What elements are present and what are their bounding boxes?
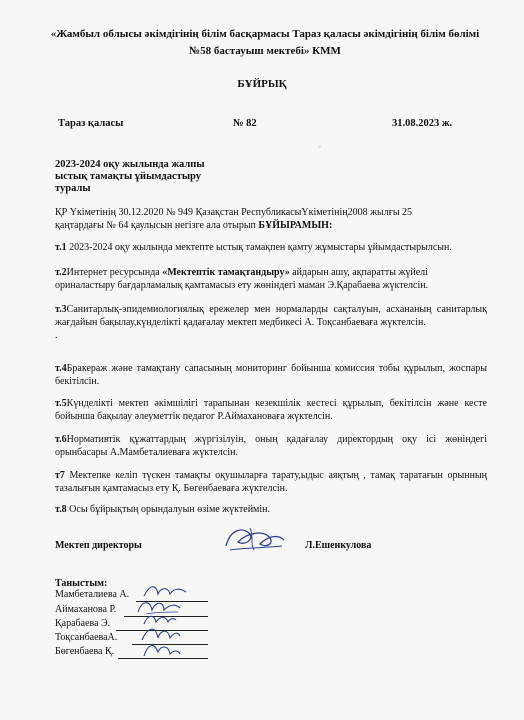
item-8 (55, 503, 487, 516)
preamble-line-1: ҚР Үкіметінің 30.12.2020 № 949 Қазақстан РеспубликасыҮкіметінің2008 жылғы 25 (55, 207, 413, 218)
item-number: т.1 (55, 242, 67, 253)
document-header (40, 26, 490, 60)
item-text: Осы бұйрықтың орындалуын өзіме жүктеймін. (66, 504, 271, 515)
item-2 (55, 266, 487, 292)
item-1 (55, 241, 487, 254)
preamble-emphasis: БҰЙЫРАМЫН: (258, 220, 333, 231)
topic-line-3: туралы (55, 183, 91, 194)
order-topic (55, 159, 225, 195)
director-title: Мектеп директоры (55, 540, 142, 551)
item-number: т.8 (55, 504, 67, 515)
item-number: т7 (55, 470, 65, 481)
city: Тараз қаласы (58, 118, 124, 129)
item-number: т.5 (55, 398, 67, 409)
item-text: Мектепке келіп түскен тамақты оқушыларға тарату,ыдыс аяқтың , тамақ таратағын орынның тазалығын қамтамасыз ету Қ. Бөгенбаеваға жүктелсін. (55, 470, 487, 494)
item-number: т.2 (55, 267, 67, 278)
item-text: Интернет ресурсында (66, 267, 163, 278)
director-name: Л.Ешенкулова (305, 540, 372, 551)
item-text: Санитарлық-эпидемиологиялық ережелер мен нормаларды сақталуын, асхананың санитарлық жағдайын бақылау,күнделікті қадағалау мектеп медбикесі А. Тоқсанбаеваға жүктелсін. (55, 304, 487, 328)
header-line-1: «Жамбыл облысы әкімдігінің білім басқармасы Тараз қаласы әкімдігінің білім бөлімі (50, 28, 480, 40)
ack-name-1: Мамбеталиева А. (55, 589, 130, 600)
order-number: № 82 (233, 118, 257, 129)
item-text: Күнделікті мектеп әкімшілігі тарапынан кезекшілік кестесі құрылып, бекітілсін және кесте бойынша бақылау әлеуметтік педагог Р.Аймахановаға жүктелсін. (55, 398, 487, 422)
ack-signature-5 (140, 640, 184, 662)
stray-mark: ◦ (318, 142, 321, 151)
order-date: 31.08.2023 ж. (392, 118, 453, 129)
acknowledged-title: Танысты​м: (55, 578, 108, 589)
item-trail: . (55, 330, 58, 341)
preamble-line-2: қаңтардағы № 64 қаулысын негізге ала отырып БҰЙЫРАМЫН: (55, 220, 333, 231)
item-3 (55, 303, 487, 342)
item-number: т.4 (55, 363, 67, 374)
item-text: 2023-2024 оқу жылында мектепте ыстық тамақпен қамту жұмыстары ұйымдастырылсын. (66, 242, 452, 253)
item-number: т.6 (55, 434, 67, 445)
preamble (55, 206, 487, 232)
item-4 (55, 362, 487, 388)
item-5 (55, 397, 487, 423)
item-text: айдарын ашу, ақпаратты жүйелі ориналастыру бағдарламалық қамтамасыз ету жөніндегі маман Э.Қарабаева жүктелсін. (55, 267, 429, 291)
item-7 (55, 469, 487, 495)
ack-name-2: Аймаханова Р. (55, 604, 117, 615)
director-signature (220, 522, 290, 556)
ack-name-3: Қарабаева Э. (55, 618, 111, 629)
topic-line-1: 2023-2024 оқу жылында жалпы (55, 159, 205, 170)
ack-name-4: ТоқсанбаеваА. (55, 632, 118, 643)
item-number: т.3 (55, 304, 67, 315)
item-text: Нормативтік құжаттардың жүргізілуін, оның қадағалау директордың оқу ісі жөніндегі орынбасары А.Мамбеталиеваға жүктелсін. (55, 434, 487, 458)
item-emphasis: «Мектептік тамақтандыру» (162, 267, 290, 278)
item-text: Бракераж және тамақтану сапасының мониторинг бойынша комиссия тобы құрылып, жоспары бекітілсін. (55, 363, 487, 387)
item-6 (55, 433, 487, 459)
order-title: БҰЙРЫҚ (237, 78, 287, 90)
header-line-2: №58 бастауыш мектебі» КММ (189, 45, 341, 57)
ack-name-5: Бөгенбаева Қ. (55, 646, 115, 657)
topic-line-2: ыстық тамақты ұйымдастыру (55, 171, 201, 182)
